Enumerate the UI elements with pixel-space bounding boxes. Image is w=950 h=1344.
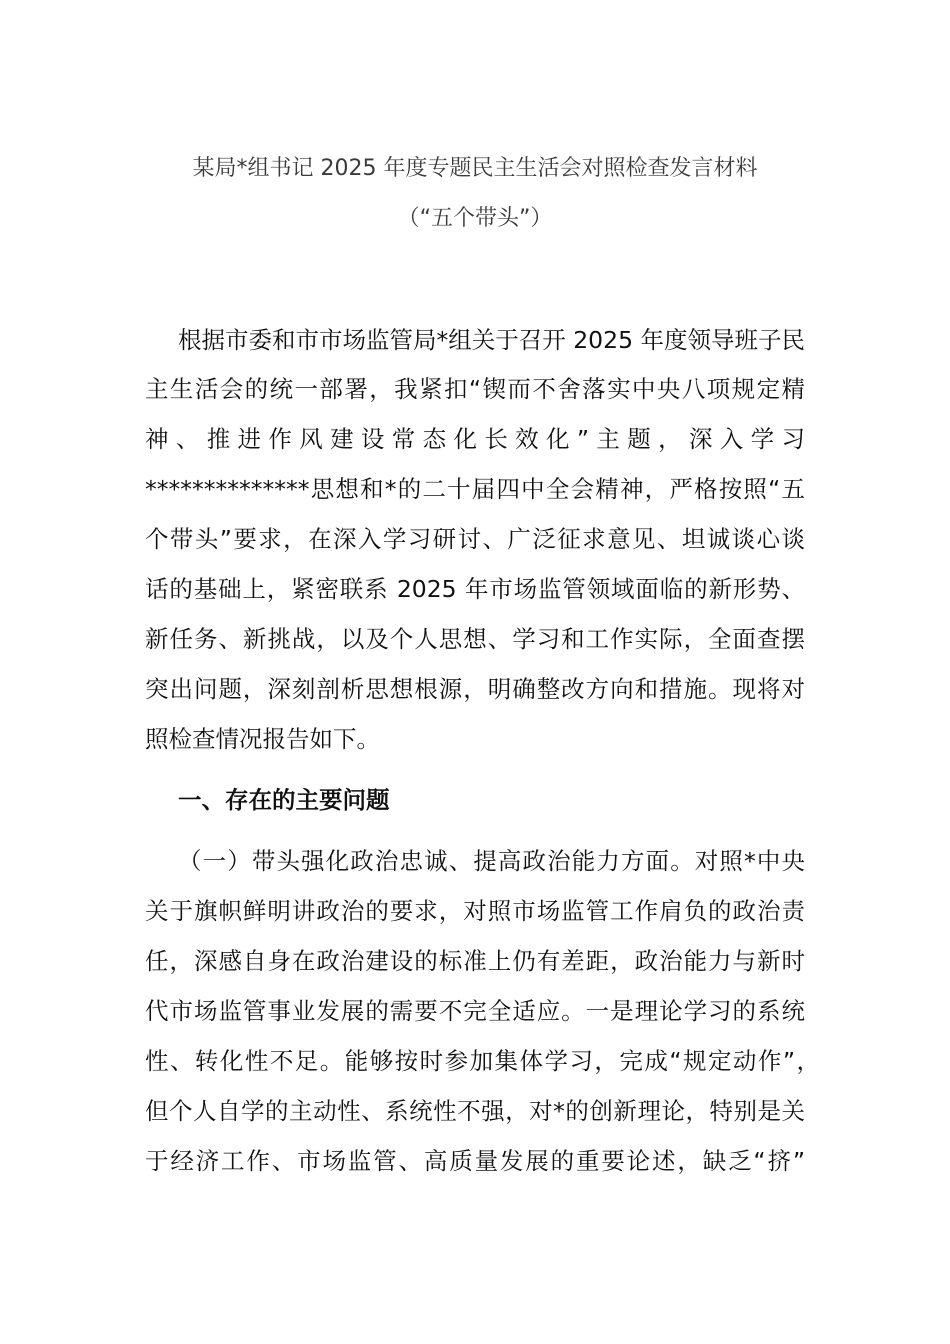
paragraph-line: （一）带头强化政治忠诚、提高政治能力方面。对照*中央 bbox=[178, 847, 805, 875]
paragraph-line: 根据市委和市市场监管局*组关于召开 2025 年度领导班子民 bbox=[178, 326, 805, 354]
paragraph-line: 照检查情况报告如下。 bbox=[145, 725, 380, 753]
document-title: 某局*组书记 2025 年度专题民主生活会对照检查发言材料 bbox=[192, 156, 758, 181]
paragraph-line: 新任务、新挑战，以及个人思想、学习和工作实际，全面查摆 bbox=[145, 625, 805, 653]
document-subtitle: （“五个带头”） bbox=[397, 206, 553, 231]
paragraph-line: 关于旗帜鲜明讲政治的要求，对照市场监管工作肩负的政治责 bbox=[145, 897, 805, 925]
paragraph-line: 但个人自学的主动性、系统性不强，对*的创新理论，特别是关 bbox=[145, 1097, 805, 1125]
paragraph-line: 话的基础上，紧密联系 2025 年市场监管领域面临的新形势、 bbox=[145, 575, 805, 603]
paragraph-line: 突出问题，深刻剖析思想根源，明确整改方向和措施。现将对 bbox=[145, 675, 805, 703]
paragraph-line: 代市场监管事业发展的需要不完全适应。一是理论学习的系统 bbox=[145, 997, 805, 1025]
paragraph-line: 神、推进作风建设常态化长效化”主题，深入学习 bbox=[145, 425, 805, 453]
paragraph-line: 个带头”要求，在深入学习研讨、广泛征求意见、坦诚谈心谈 bbox=[145, 525, 805, 553]
paragraph-line: 主生活会的统一部署，我紧扣“锲而不舍落实中央八项规定精 bbox=[145, 375, 805, 403]
paragraph-line: 于经济工作、市场监管、高质量发展的重要论述，缺乏“挤” bbox=[145, 1147, 805, 1175]
section-heading: 一、存在的主要问题 bbox=[178, 786, 390, 814]
paragraph-line: 性、转化性不足。能够按时参加集体学习，完成“规定动作”， bbox=[145, 1047, 820, 1075]
paragraph-line: 任，深感自身在政治建设的标准上仍有差距，政治能力与新时 bbox=[145, 947, 805, 975]
paragraph-line: **************思想和*的二十届四中全会精神，严格按照“五 bbox=[145, 475, 805, 503]
